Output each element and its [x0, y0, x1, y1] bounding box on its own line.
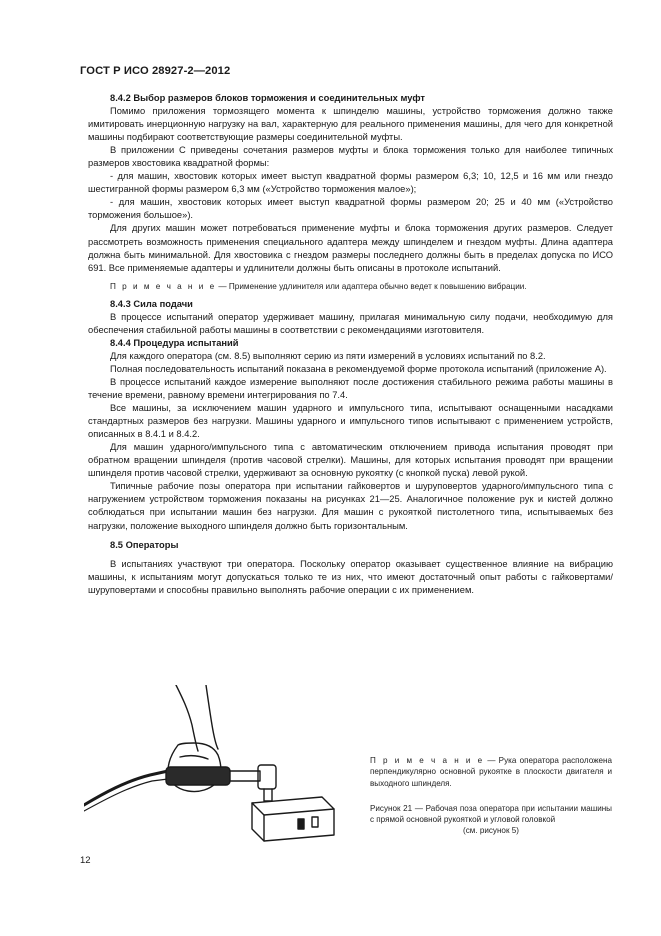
section-heading: 8.5 Операторы: [110, 539, 179, 550]
paragraph: В приложении С приведены сочетания размеров муфты и блока торможения только для наиболее типичных размеров хвостовика квадратной формы:: [88, 145, 613, 169]
figure-note-text: — Рука оператора расположена перпендикулярно основной рукоятке в плоскости двигателя и выходного шпинделя.: [370, 756, 612, 788]
section-heading: 8.4.4 Процедура испытаний: [110, 337, 239, 348]
paragraph: Типичные рабочие позы оператора при испытании гайковертов и шуруповертов ударного/импульсного типа с нагружением устройством торможения показаны на рисунках 21—25. Аналогичное положение рук и кистей должно соблюдаться при испытании машин без нагрузки. Для машин с рукояткой пистолетного типа, испытываемых без нагрузки, положение выходного шпинделя должно быть горизонтальным.: [88, 481, 613, 531]
operator-hand-drawing: [84, 685, 352, 845]
angle-head: [258, 765, 276, 789]
figure-text: [370, 755, 612, 837]
figure-21-illustration: [84, 685, 352, 845]
glove-fold: [180, 756, 208, 759]
figure-caption-ref: (см. рисунок 5): [463, 826, 519, 836]
air-hose: [84, 771, 168, 805]
output-spindle: [264, 789, 272, 801]
paragraph: Для других машин может потребоваться применение муфты и блока торможения других размеров. Следует рассмотреть возможность применения специального адаптера между шпинделем и гнездом муфты. Длина адаптера должна быть минимальной. Для хвостовика с гнездом размеры последнего должны быть в пределах допуска по ИСО 691. Все применяемые адаптеры и удлинители должны быть описаны в протоколе испытаний.: [88, 223, 613, 273]
paragraph: Для машин ударного/импульсного типа с автоматическим отключением привода испытания проводят при обратном вращении шпинделя (против часовой стрелки). Машины, для которых испытания проводят при вращении шпинделя против часовой стрелки, удерживают за основную рукоятку (с кнопкой пуска) левой рукой.: [88, 442, 613, 479]
note: [88, 280, 613, 293]
section-heading: 8.4.2 Выбор размеров блоков торможения и соединительных муфт: [110, 93, 425, 103]
paragraph: В процессе испытаний оператор удерживает машину, прилагая минимальную силу подачи, необходимую для обеспечения стабильной работы машины в соответствии с рекомендациями изготовителя.: [88, 311, 613, 335]
tool-body: [166, 767, 230, 785]
paragraph: В испытаниях участвуют три оператора. Поскольку оператор оказывает существенное влияние на вибрацию машины, к испытаниям могут допускаться только те из них, что имеют достаточный опыт работы с гайковертами/шуруповертами и способны правильно выполнять рабочие операции с их применением.: [88, 558, 613, 595]
figure-note-label: П р и м е ч а н и е: [370, 756, 485, 765]
forearm-outline: [206, 685, 218, 749]
mounting-bolt: [312, 817, 318, 827]
page-number: 12: [80, 855, 91, 866]
section-heading: 8.4.3 Сила подачи: [110, 298, 193, 309]
paragraph: Полная последовательность испытаний показана в рекомендуемой форме протокола испытаний (приложение А).: [110, 363, 607, 374]
forearm-outline: [176, 685, 198, 751]
tool-neck: [230, 771, 260, 781]
braking-device-edge: [252, 803, 334, 815]
paragraph: Для каждого оператора (см. 8.5) выполняют серию из пяти измерений в условиях испытаний по 8.2.: [110, 350, 546, 361]
paragraph: В процессе испытаний каждое измерение выполняют после достижения стабильного режима работы машины в течение времени, равному времени интегрирования по 7.4.: [88, 376, 613, 401]
document-body: [88, 92, 613, 597]
note-text: — Применение удлинителя или адаптера обычно ведет к повышению вибрации.: [216, 281, 527, 291]
figure-note: [370, 755, 612, 789]
figure-caption: Рисунок 21 — Рабочая поза оператора при испытании машины с прямой основной рукояткой и угловой головкой: [370, 803, 612, 825]
paragraph: - для машин, хвостовик которых имеет выступ квадратной формы размером 20; 25 и 40 мм («Устройство торможения большое»).: [88, 197, 613, 221]
note-label: П р и м е ч а н и е: [110, 281, 217, 291]
paragraph: Все машины, за исключением машин ударного и импульсного типа, испытывают оснащенными насадками стандартных размеров без нагрузки. Машины ударного и импульсного типов испытывают с применением устройств, описанных в 8.4.1 и 8.4.2.: [88, 403, 613, 440]
mounting-bolt: [298, 819, 304, 829]
paragraph: - для машин, хвостовик которых имеет выступ квадратной формы размером 6,3; 10, 12,5 и 16 мм или гнездо шестигранной формы размером 6,3 мм («Устройство торможения малое»);: [88, 171, 613, 195]
paragraph: Помимо приложения тормозящего момента к шпинделю машины, устройство торможения должно также имитировать инерционную нагрузку на вал, характерную для реального применения машины, для чего для конкретной машины подбирают соответствующие размеры соединительной муфты.: [88, 106, 613, 143]
document-header: ГОСТ Р ИСО 28927-2—2012: [80, 65, 231, 77]
